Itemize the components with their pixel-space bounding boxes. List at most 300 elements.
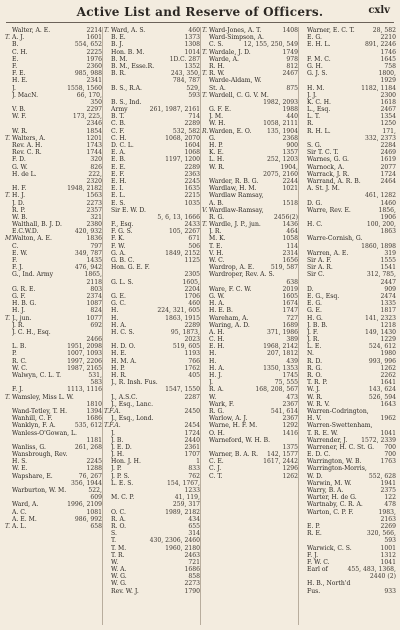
entry-name: E. I.: [111, 185, 124, 193]
index-entry: [202, 315, 298, 322]
entry-marker: [300, 365, 307, 372]
entry-pages: 2300: [380, 91, 396, 99]
index-entry: [300, 480, 396, 487]
index-entry: [104, 322, 200, 329]
entry-pages: 1041: [380, 429, 396, 437]
entry-marker: [104, 235, 111, 242]
index-entry: [104, 293, 200, 300]
entry-name: E. E.: [111, 163, 126, 171]
index-entry: [104, 537, 200, 544]
entry-name: Warter, H. de G.: [307, 494, 357, 502]
entry-pages: 1460: [380, 199, 396, 207]
entry-marker: [202, 415, 209, 422]
index-entry: [300, 545, 396, 552]
entry-pages: 1572, 2339: [361, 436, 396, 444]
index-entry: [300, 221, 396, 228]
entry-name: Walters, A.: [12, 134, 46, 142]
entry-name: Warder, R. B. G.: [209, 177, 259, 185]
entry-marker: R.: [202, 127, 209, 135]
entry-name: E. A.: [111, 149, 126, 157]
entry-pages: 405: [188, 372, 200, 379]
index-entry: [202, 106, 298, 113]
index-entry: [104, 343, 200, 350]
entry-marker: [202, 350, 209, 357]
entry-pages: 173, 225,: [72, 113, 102, 121]
index-entry: [202, 235, 298, 242]
entry-marker: [5, 336, 12, 343]
entry-name: Wanklyn, F. A.: [12, 422, 56, 430]
index-entry: [104, 228, 200, 235]
entry-pages: 1296: [282, 465, 298, 473]
entry-marker: [202, 286, 209, 293]
entry-marker: [5, 516, 12, 523]
entry-name: G., Ind. Army: [12, 271, 54, 279]
entry-name: Warrender, J.: [307, 436, 348, 444]
index-entry: [5, 85, 102, 92]
entry-pages: 1860, 1898: [361, 242, 396, 250]
entry-marker: [104, 257, 111, 264]
entry-name: Warre-Cornish, G.: [307, 235, 363, 243]
entry-pages: 1996, 2109: [67, 501, 102, 509]
index-entry: [300, 580, 396, 587]
entry-name: Warwin, M. W.: [307, 479, 352, 487]
entry-pages: 933: [384, 587, 396, 595]
entry-marker: [300, 494, 307, 501]
entry-marker: [104, 149, 111, 156]
index-entry: [300, 350, 396, 357]
entry-pages: 1746: [380, 48, 396, 56]
entry-marker: T.: [5, 522, 11, 530]
entry-pages: 252, 1203: [266, 156, 298, 164]
index-entry: [104, 63, 200, 70]
entry-pages: 1335: [380, 300, 396, 308]
entry-name: Warden, E. O.: [209, 127, 252, 135]
index-entry: [202, 264, 298, 271]
entry-marker: [300, 293, 307, 300]
index-entry: [300, 243, 396, 250]
index-entry: [300, 27, 396, 34]
index-entry: [5, 207, 102, 214]
index-entry: [300, 329, 396, 336]
entry-name: Walthall, B. J. D.: [12, 221, 62, 229]
entry-pages: 1929: [380, 77, 396, 85]
entry-marker: [104, 34, 111, 41]
entry-marker: [5, 257, 12, 264]
entry-name: L. H.: [209, 156, 225, 164]
entry-marker: [300, 99, 307, 106]
entry-marker: [104, 451, 111, 458]
entry-marker: [5, 41, 12, 48]
entry-name: J., A.S.C.: [111, 393, 138, 401]
entry-marker: [300, 70, 307, 77]
entry-pages: 1989, 2182: [165, 508, 200, 516]
entry-pages: 1724: [184, 429, 200, 437]
entry-marker: [104, 386, 111, 393]
entry-name: G. E.: [111, 292, 126, 300]
entry-name: H. J.: [12, 307, 26, 315]
entry-name: [209, 171, 261, 178]
entry-name: H. de L.: [12, 170, 37, 178]
entry-marker: [202, 135, 209, 142]
entry-name: Wardlaw Ramsay,: [209, 192, 264, 200]
entry-marker: [300, 394, 307, 401]
entry-marker: [5, 322, 12, 329]
entry-pages: 261, 268: [74, 443, 102, 451]
entry-marker: [300, 386, 307, 393]
entry-marker: [300, 286, 307, 293]
entry-name: H. V.: [307, 415, 322, 423]
entry-marker: [202, 156, 209, 163]
entry-marker: [104, 530, 111, 537]
entry-marker: [300, 250, 307, 257]
entry-name: H. B., North'd: [307, 580, 351, 588]
entry-name: E. B.: [111, 156, 126, 164]
index-entry: [104, 243, 200, 250]
entry-name: C. E.: [209, 458, 224, 466]
entry-name: H. J.: [12, 192, 26, 200]
entry-name: W. H.: [209, 120, 226, 128]
entry-name: [307, 192, 363, 199]
entry-marker: [300, 358, 307, 365]
entry-pages: 2273: [86, 199, 102, 207]
entry-name: J. F.: [307, 328, 319, 336]
entry-name: E. W.: [12, 249, 28, 257]
index-entry: [104, 56, 200, 63]
entry-pages: [394, 185, 396, 192]
entry-marker: [104, 92, 111, 99]
entry-pages: 171,: [382, 127, 396, 135]
entry-pages: 122: [384, 494, 396, 502]
entry-pages: 909: [384, 285, 396, 293]
entry-name: J. C. H., Esq.: [12, 328, 51, 336]
entry-marker: [300, 401, 307, 408]
entry-name: Wapshare, E.: [12, 472, 53, 480]
entry-marker: [202, 401, 209, 408]
entry-marker: [104, 509, 111, 516]
entry-marker: [5, 430, 12, 437]
entry-name: E. H.: [111, 177, 127, 185]
entry-name: E.: [12, 55, 19, 63]
entry-pages: 2204: [184, 285, 200, 293]
entry-pages: 1308: [184, 41, 200, 49]
entry-pages: 476, 942: [74, 264, 102, 272]
index-entry: [104, 350, 200, 357]
index-entry: [104, 286, 200, 293]
index-entry: [104, 135, 200, 142]
entry-marker: [5, 128, 12, 135]
entry-marker: [104, 214, 111, 221]
entry-name: L. E.: [307, 343, 322, 351]
entry-name: Rev. W. J.: [111, 587, 139, 595]
entry-name: [209, 99, 261, 106]
entry-pages: 1288: [86, 465, 102, 473]
index-entry: [202, 142, 298, 149]
entry-marker: [300, 465, 307, 472]
entry-marker: [202, 271, 209, 278]
entry-marker: [202, 250, 209, 257]
entry-pages: 1182, 1184: [361, 84, 396, 92]
entry-marker: [300, 545, 307, 552]
entry-name: C. S.: [209, 41, 224, 49]
entry-marker: [5, 401, 12, 408]
entry-pages: 824: [90, 307, 102, 315]
entry-name: A. L.: [12, 522, 27, 530]
entry-name: [12, 120, 84, 127]
entry-marker: [300, 588, 307, 595]
entry-pages: 321: [90, 213, 102, 221]
entry-marker: [300, 552, 307, 559]
index-entry: [5, 343, 102, 350]
entry-name: J. R.: [12, 321, 25, 329]
entry-pages: 1619: [380, 156, 396, 164]
entry-marker: [104, 56, 111, 63]
index-entry: [5, 372, 102, 379]
entry-marker: [202, 473, 209, 480]
index-entry: [202, 336, 298, 343]
entry-name: H. E.: [111, 350, 127, 358]
entry-marker: [104, 343, 111, 350]
entry-marker: [104, 300, 111, 307]
entry-marker: [300, 422, 307, 429]
entry-pages: 524, 612: [368, 343, 396, 351]
entry-marker: [5, 300, 12, 307]
entry-pages: 1312: [380, 551, 396, 559]
index-entry: [5, 329, 102, 336]
entry-name: [111, 422, 182, 429]
entry-marker: [202, 430, 209, 437]
entry-pages: 356, 1944: [70, 479, 102, 487]
entry-pages: 2456(2): [273, 213, 298, 221]
index-column-3: [200, 27, 298, 625]
entry-pages: 143, 624: [368, 386, 396, 394]
entry-name: Warwick, C. S.: [307, 544, 352, 552]
entry-marker: [104, 336, 111, 343]
index-entry: [5, 243, 102, 250]
entry-name: Hon. B. M.: [111, 48, 145, 56]
entry-name: [307, 279, 378, 286]
entry-name: [307, 135, 363, 142]
entry-name: W. R. V.: [307, 400, 330, 408]
entry-marker: [104, 135, 111, 142]
entry-pages: 727: [286, 314, 298, 322]
entry-marker: [5, 350, 12, 357]
entry-pages: 12, 155, 250, 549: [243, 41, 298, 49]
index-entry: [202, 171, 298, 178]
index-entry: [202, 350, 298, 357]
entry-marker: [202, 293, 209, 300]
entry-name: Ward-Simpson, A.: [209, 34, 264, 42]
index-entry: [202, 343, 298, 350]
entry-pages: 1375: [282, 443, 298, 451]
entry-name: E. H. L.: [307, 41, 331, 49]
index-entry: [300, 358, 396, 365]
entry-name: Wamsley, Miss L. W.: [12, 393, 74, 401]
entry-marker: T.: [5, 314, 11, 322]
entry-marker: [202, 85, 209, 92]
entry-name: E. F.: [111, 170, 125, 178]
index-entry: [5, 135, 102, 142]
entry-pages: 2360: [86, 62, 102, 70]
index-entry: [5, 286, 102, 293]
entry-name: H. E. B.: [209, 307, 233, 315]
index-entry: [5, 386, 102, 393]
index-entry: [5, 480, 102, 487]
index-entry: [300, 279, 396, 286]
entry-name: R. A.: [111, 515, 126, 523]
entry-pages: 1645: [380, 55, 396, 63]
entry-name: Hon. J. H.: [111, 458, 141, 466]
entry-pages: 168, 208, 567: [255, 386, 298, 394]
index-entry: [202, 458, 298, 465]
index-entry: [300, 92, 396, 99]
entry-marker: [300, 149, 307, 156]
entry-marker: [5, 56, 12, 63]
entry-name: F. J.: [307, 551, 319, 559]
entry-marker: [300, 343, 307, 350]
index-entry: [5, 120, 102, 127]
entry-marker: [300, 77, 307, 84]
entry-name: L. T.: [307, 113, 321, 121]
entry-pages: 5, 6, 13, 1666: [157, 213, 200, 221]
index-entry: [5, 99, 102, 106]
entry-pages: 464: [286, 228, 298, 236]
index-entry: [104, 315, 200, 322]
entry-marker: [5, 164, 12, 171]
entry-marker: [300, 200, 307, 207]
index-entry: [300, 99, 396, 106]
entry-pages: 2466: [86, 336, 102, 344]
index-entry: [300, 120, 396, 127]
index-entry: [202, 156, 298, 163]
index-entry: [104, 473, 200, 480]
entry-name: [209, 279, 284, 286]
entry-name: H. M.: [307, 84, 325, 92]
index-entry: [5, 34, 102, 41]
index-entry: [5, 70, 102, 77]
entry-marker: [5, 49, 12, 56]
entry-name: [307, 537, 382, 544]
entry-pages: 2289: [184, 321, 200, 329]
index-entry: [300, 430, 396, 437]
index-entry: [202, 422, 298, 429]
entry-pages: 2215: [184, 192, 200, 200]
entry-pages: 1555: [380, 257, 396, 264]
index-entry: [300, 408, 396, 415]
entry-marker: [202, 264, 209, 271]
entry-marker: [300, 487, 307, 494]
entry-marker: [300, 92, 307, 99]
entry-pages: 2467: [282, 70, 298, 78]
entry-pages: 1229: [380, 336, 396, 344]
entry-name: J. E. D.: [111, 443, 132, 451]
entry-pages: 1941: [380, 479, 396, 487]
entry-name: Waring, A. D.: [209, 321, 250, 329]
entry-pages: 100, 200,: [366, 221, 396, 229]
index-entry: [104, 99, 200, 106]
entry-pages: 529,: [186, 84, 200, 92]
entry-pages: 1863: [380, 228, 396, 236]
entry-name: Walwyn, C. L. T.: [12, 372, 62, 379]
entry-pages: 1250: [380, 120, 396, 128]
entry-marker: [5, 415, 12, 422]
index-entry: [202, 200, 298, 207]
entry-pages: 371, 1986: [266, 328, 298, 336]
entry-pages: 2375: [380, 487, 396, 494]
entry-pages: 609: [90, 494, 102, 502]
entry-name: [111, 501, 171, 508]
entry-name: Wansbrough, Rev.: [12, 451, 68, 459]
index-entry: [5, 394, 102, 401]
entry-marker: [5, 408, 12, 415]
entry-pages: 784, 787: [172, 77, 200, 85]
entry-name: M. K.: [209, 235, 226, 243]
entry-name: [307, 214, 378, 221]
entry-pages: 1749: [282, 48, 298, 56]
index-entry: [202, 444, 298, 451]
entry-pages: 1960, 2180: [165, 544, 200, 552]
entry-name: J. P. S.: [111, 472, 130, 480]
entry-name: A. E. M.: [12, 515, 37, 523]
entry-pages: 1435: [86, 257, 102, 264]
entry-marker: [104, 192, 111, 199]
entry-name: Ware, F. C. W.: [209, 285, 252, 293]
entry-marker: T.: [202, 48, 208, 56]
index-entry: [104, 257, 200, 264]
index-entry: [202, 34, 298, 41]
page-header: [0, 0, 400, 22]
entry-marker: [5, 120, 12, 127]
index-entry: [104, 573, 200, 580]
entry-marker: [104, 444, 111, 451]
entry-name: J. M.: [209, 113, 224, 121]
entry-pages: 1976: [86, 55, 102, 63]
index-entry: [5, 293, 102, 300]
entry-marker: [202, 228, 209, 235]
entry-name: Wardrop, A. E.: [209, 264, 255, 272]
entry-pages: 1068, 2070: [165, 134, 200, 142]
index-entry: [300, 192, 396, 199]
entry-marker: [300, 336, 307, 343]
index-entry: [300, 422, 396, 429]
entry-name: T. R. E. W.: [307, 429, 338, 437]
entry-name: B. R.: [111, 70, 126, 78]
entry-pages: 154, 1767,: [167, 479, 200, 487]
entry-marker: [202, 113, 209, 120]
entry-marker: [104, 437, 111, 444]
entry-marker: [300, 580, 307, 587]
entry-marker: [104, 171, 111, 178]
entry-name: [12, 401, 84, 408]
entry-name: Wardale, J. D.: [209, 48, 251, 56]
entry-pages: 1635: [184, 185, 200, 193]
entry-marker: [202, 386, 209, 393]
entry-name: Wartnaby, C. R. A.: [307, 501, 363, 509]
entry-name: W. R.: [209, 163, 225, 171]
index-entry: [300, 573, 396, 580]
index-entry: [300, 343, 396, 350]
entry-pages: 2464: [380, 177, 396, 185]
entry-marker: [5, 372, 12, 379]
entry-name: F. W. C.: [307, 558, 330, 566]
index-entry: [5, 437, 102, 444]
entry-marker: [300, 106, 307, 113]
index-entry: [104, 49, 200, 56]
entry-marker: [104, 286, 111, 293]
entry-pages: 1856,: [378, 206, 396, 214]
entry-name: Warne, H. F. M.: [209, 422, 258, 430]
index-entry: [300, 286, 396, 293]
entry-marker: [5, 480, 12, 487]
